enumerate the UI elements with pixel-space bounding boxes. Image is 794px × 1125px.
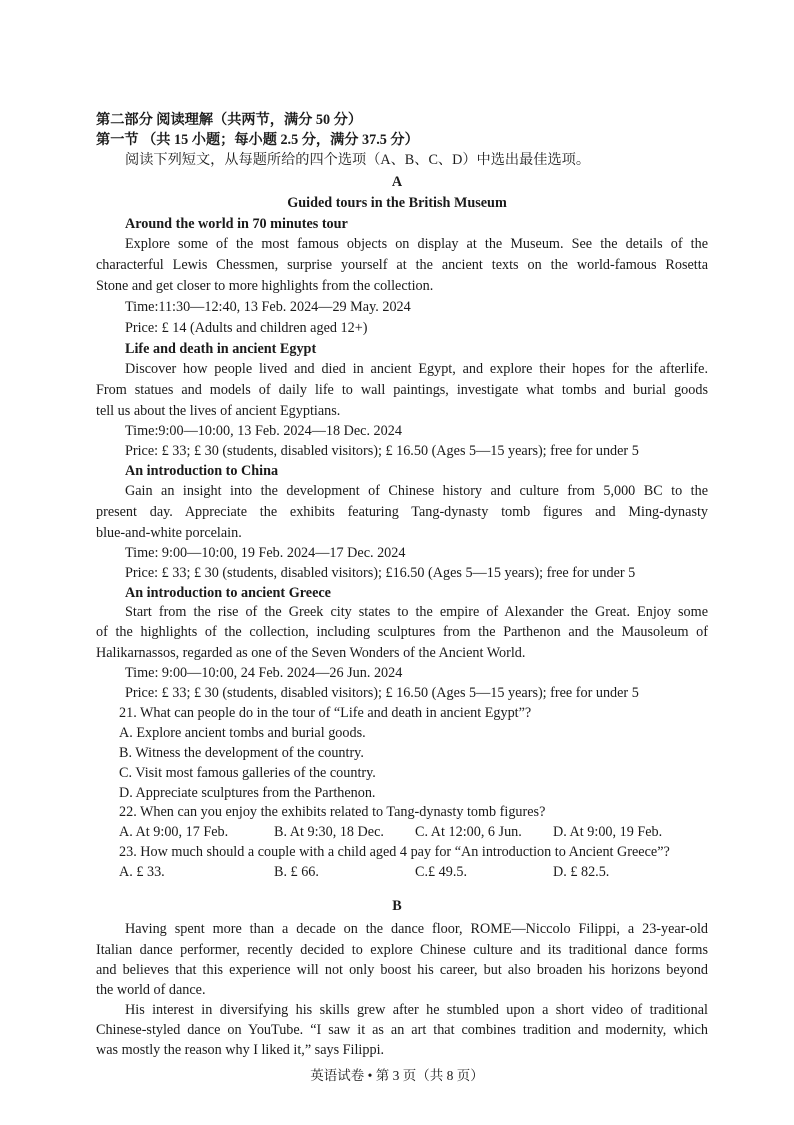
q22-option-b: B. At 9:30, 18 Dec. [274, 824, 384, 840]
tour-1-line-1: Explore some of the most famous objects on display at the Museum. See the details of the [125, 236, 708, 252]
q22-option-d: D. At 9:00, 19 Feb. [553, 824, 663, 840]
tour-4-line-1: Start from the rise of the Greek city states to the empire of Alexander the Great. Enjoy some [125, 604, 708, 620]
q22-option-a: A. At 9:00, 17 Feb. [119, 824, 229, 840]
section-heading: 第一节 （共 15 小题；每小题 2.5 分，满分 37.5 分） [96, 132, 419, 148]
q23-option-b: B. £ 66. [274, 864, 319, 880]
passage-b-p2-line-3: was mostly the reason why I liked it,” says Filippi. [96, 1042, 385, 1058]
passage-b-p2-line-1: His interest in diversifying his skills grew after he stumbled upon a short video of traditional [125, 1002, 708, 1018]
tour-3-time: Time: 9:00—10:00, 19 Feb. 2024—17 Dec. 2024 [125, 545, 406, 561]
tour-3-name: An introduction to China [125, 463, 279, 479]
q21-option-c: C. Visit most famous galleries of the country. [119, 765, 376, 781]
tour-1-time: Time:11:30—12:40, 13 Feb. 2024—29 May. 2024 [125, 299, 411, 315]
tour-4-line-2: of the highlights of the collection, including sculptures from the Parthenon and the Mausoleum of [96, 624, 708, 640]
q21-option-b: B. Witness the development of the country. [119, 745, 364, 761]
question-22: 22. When can you enjoy the exhibits related to Tang-dynasty tomb figures? [119, 804, 546, 820]
tour-1-price: Price: £ 14 (Adults and children aged 12+) [125, 320, 368, 336]
passage-b-p1-line-4: the world of dance. [96, 982, 206, 998]
instruction: 阅读下列短文，从每题所给的四个选项（A、B、C、D）中选出最佳选项。 [125, 152, 591, 168]
q21-option-d: D. Appreciate sculptures from the Parthenon. [119, 785, 376, 801]
tour-3-line-1: Gain an insight into the development of Chinese history and culture from 5,000 BC to the [125, 483, 708, 499]
q23-option-a: A. £ 33. [119, 864, 165, 880]
tour-2-line-3: tell us about the lives of ancient Egyptians. [96, 403, 341, 419]
question-21: 21. What can people do in the tour of “Life and death in ancient Egypt”? [119, 705, 532, 721]
passage-b-letter: B [392, 898, 402, 914]
tour-4-price: Price: £ 33; £ 30 (students, disabled visitors); £ 16.50 (Ages 5—15 years); free for under 5 [125, 685, 639, 701]
q21-option-a: A. Explore ancient tombs and burial goods. [119, 725, 366, 741]
passage-b-p1-line-2: Italian dance performer, recently decided to explore Chinese culture and its traditional dance forms [96, 942, 708, 958]
passage-a-title: Guided tours in the British Museum [287, 195, 507, 211]
q23-option-d: D. £ 82.5. [553, 864, 610, 880]
tour-2-line-2: From statues and models of daily life to wall paintings, investigate what tombs and burial goods [96, 382, 708, 398]
tour-4-line-3: Halikarnassos, regarded as one of the Seven Wonders of the Ancient World. [96, 645, 526, 661]
tour-2-price: Price: £ 33; £ 30 (students, disabled visitors); £ 16.50 (Ages 5—15 years); free for under 5 [125, 443, 639, 459]
part-heading: 第二部分 阅读理解（共两节，满分 50 分） [96, 112, 363, 128]
q22-option-c: C. At 12:00, 6 Jun. [415, 824, 522, 840]
tour-3-line-2: present day. Appreciate the exhibits featuring Tang-dynasty tomb figures and Ming-dynasty [96, 504, 708, 520]
tour-1-line-3: Stone and get closer to more highlights from the collection. [96, 278, 434, 294]
tour-3-price: Price: £ 33; £ 30 (students, disabled visitors); £16.50 (Ages 5—15 years); free for under 5 [125, 565, 636, 581]
q23-options-row [119, 862, 679, 882]
tour-2-time: Time:9:00—10:00, 13 Feb. 2024—18 Dec. 2024 [125, 423, 402, 439]
passage-a-letter: A [391, 174, 403, 190]
tour-1-line-2: characterful Lewis Chessmen, surprise yourself at the ancient texts on the world-famous Rosetta [96, 257, 708, 273]
tour-4-name: An introduction to ancient Greece [125, 585, 331, 601]
tour-1-name: Around the world in 70 minutes tour [125, 216, 348, 232]
tour-4-time: Time: 9:00—10:00, 24 Feb. 2024—26 Jun. 2024 [125, 665, 403, 681]
q23-option-c: C.£ 49.5. [415, 864, 468, 880]
passage-b-p1-line-1: Having spent more than a decade on the dance floor, ROME—Niccolo Filippi, a 23-year-old [125, 921, 708, 937]
tour-2-line-1: Discover how people lived and died in ancient Egypt, and explore their hopes for the afterlife. [125, 361, 708, 377]
tour-3-line-3: blue-and-white porcelain. [96, 525, 242, 541]
tour-2-name: Life and death in ancient Egypt [125, 341, 317, 357]
passage-b-p1-line-3: and believes that this experience will not only boost his career, but also broaden his horizons beyond [96, 962, 708, 978]
passage-b-p2-line-2: Chinese-styled dance on YouTube. “I saw it as an art that combines tradition and modernity, which [96, 1022, 708, 1038]
question-23: 23. How much should a couple with a child aged 4 pay for “An introduction to Ancient Greece”? [119, 844, 670, 860]
q22-options-row [119, 822, 679, 842]
page-footer: 英语试卷 • 第 3 页（共 8 页） [310, 1068, 484, 1083]
